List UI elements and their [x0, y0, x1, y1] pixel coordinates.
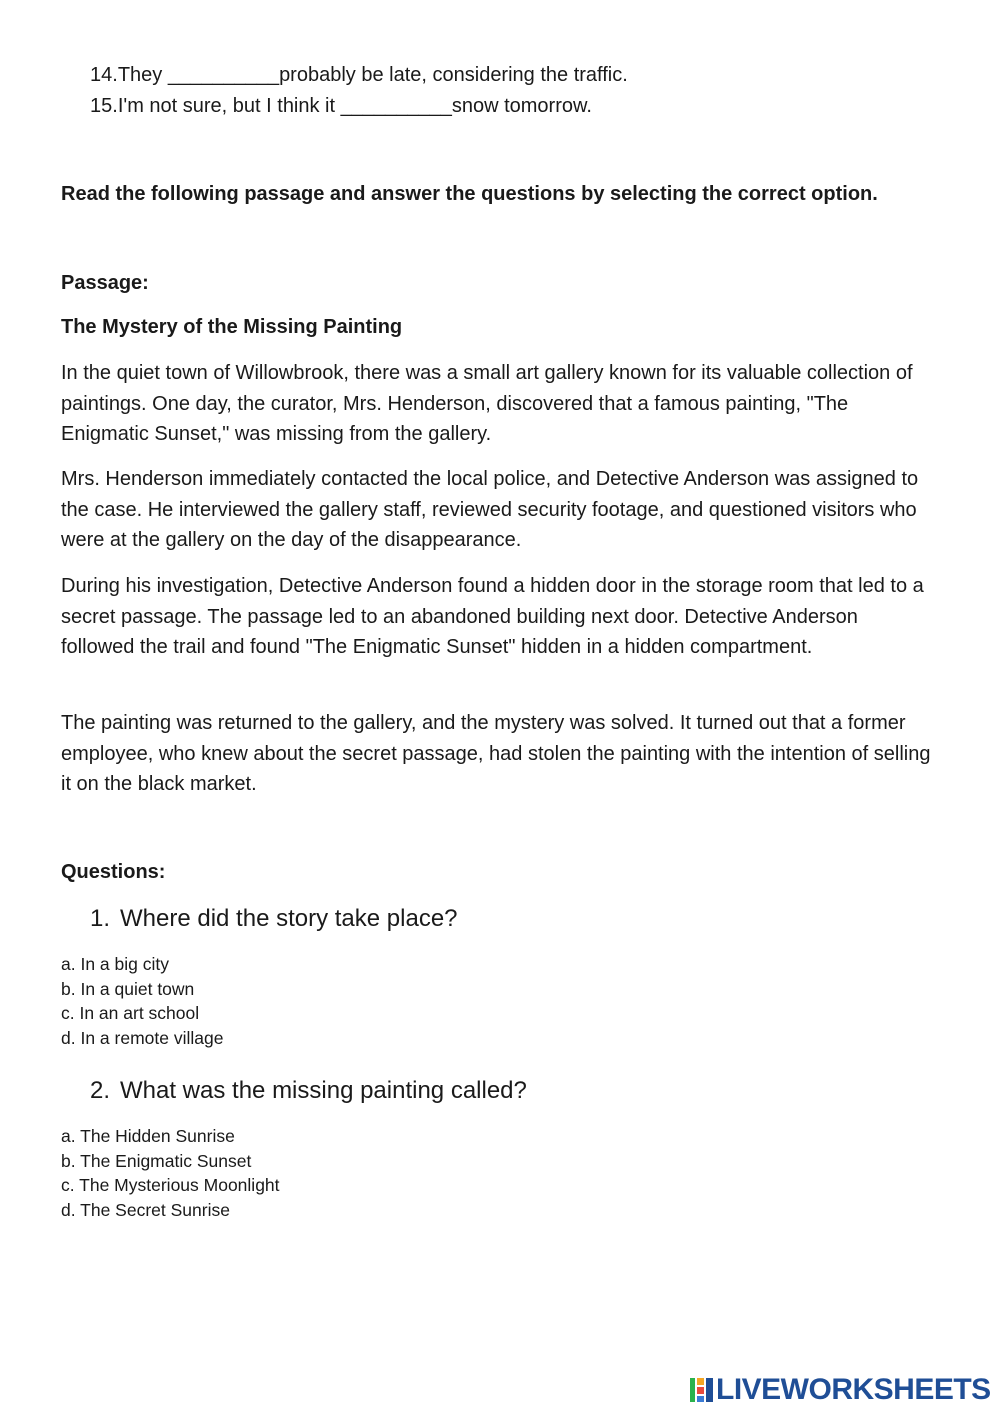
question-text: Where did the story take place?: [120, 905, 458, 932]
question-number: 2.: [90, 1077, 111, 1104]
passage-label: Passage:: [61, 272, 149, 294]
option-2b[interactable]: b. The Enigmatic Sunset: [61, 1151, 252, 1171]
passage-paragraph-4: The painting was returned to the gallery, and the mystery was solved. It turned out that a former employee, who knew about the secret passage, had stolen the painting with the intention of selling it on the black market.: [61, 712, 931, 795]
option-2d[interactable]: d. The Secret Sunrise: [61, 1200, 230, 1220]
questions-label: Questions:: [61, 861, 166, 883]
fill-in-item-14: [90, 63, 628, 87]
option-1d[interactable]: d. In a remote village: [61, 1028, 224, 1048]
question-number: 1.: [90, 905, 111, 932]
option-1b[interactable]: b. In a quiet town: [61, 979, 195, 999]
fill-in-item-15: [90, 94, 592, 118]
option-1c[interactable]: c. In an art school: [61, 1003, 200, 1023]
option-1a[interactable]: a. In a big city: [61, 954, 169, 974]
passage-title: The Mystery of the Missing Painting: [61, 316, 403, 338]
passage-paragraph-3: During his investigation, Detective Anderson found a hidden door in the storage room that led to a secret passage. The passage led to an abandoned building next door. Detective Anderson followed the trail and found "The Enigmatic Sunset" hidden in a hidden compartment.: [61, 575, 924, 658]
fill-in-text: They __________probably be late, considering the traffic.: [117, 64, 628, 86]
option-2c[interactable]: c. The Mysterious Moonlight: [61, 1175, 280, 1195]
passage-paragraph-2: Mrs. Henderson immediately contacted the local police, and Detective Anderson was assigned to the case. He interviewed the gallery staff, reviewed security footage, and questioned visitors who were at the gallery on the day of the disappearance.: [61, 468, 919, 551]
question-2: [90, 1077, 527, 1105]
fill-in-number: 14.: [90, 64, 118, 86]
liveworksheets-logo-icon: [690, 1376, 714, 1404]
instruction-text: Read the following passage and answer the questions by selecting the correct option.: [61, 183, 878, 205]
fill-in-number: 15.: [90, 95, 118, 117]
question-1: [90, 905, 458, 933]
liveworksheets-logo-text: LIVEWORKSHEETS: [716, 1373, 991, 1406]
fill-in-text: I'm not sure, but I think it __________snow tomorrow.: [117, 95, 592, 117]
option-2a[interactable]: a. The Hidden Sunrise: [61, 1126, 235, 1146]
passage-paragraph-1: In the quiet town of Willowbrook, there was a small art gallery known for its valuable collection of paintings. One day, the curator, Mrs. Henderson, discovered that a famous painting, "The Enigmatic Sunset," was missing from the gallery.: [61, 362, 913, 445]
liveworksheets-logo[interactable]: [690, 1373, 991, 1407]
question-text: What was the missing painting called?: [120, 1077, 527, 1104]
